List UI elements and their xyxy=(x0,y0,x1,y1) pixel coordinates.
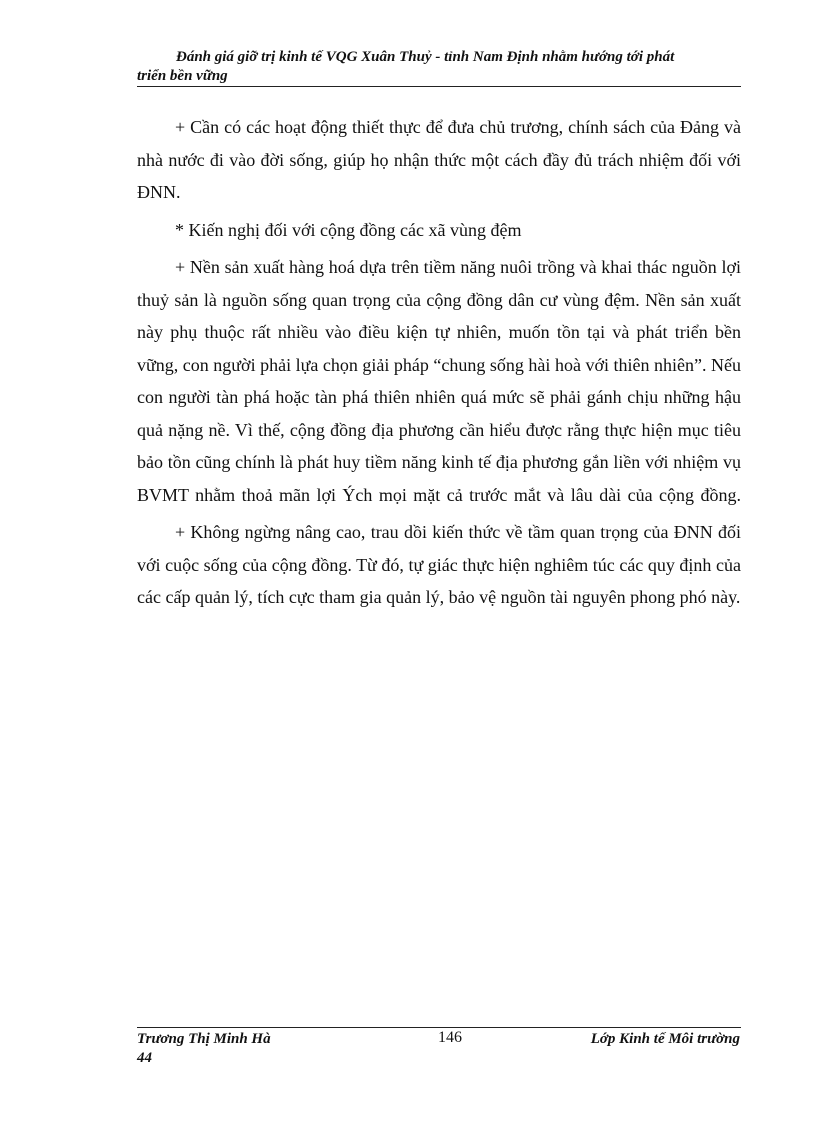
paragraph-buffer-zone-heading: * Kiến nghị đối với cộng đồng các xã vùng đệm xyxy=(175,219,522,240)
footer-author xyxy=(137,1030,271,1068)
paragraph-commodity-production: + Nền sản xuất hàng hoá dựa trên tiềm năng nuôi trồng và khai thác nguồn lợi thuỷ sản là nguồn sống quan trọng của cộng đồng dân cư vùng đệm. Nền sản xuất này phụ thuộc rất nhiều vào điều kiện tự nhiên, muốn tồn tại và phát triển bền vững, con người phải lựa chọn giải pháp “chung sống hài hoà với thiên nhiên”. Nếu con người tàn phá hoặc tàn phá thiên nhiên quá mức sẽ phải gánh chịu những hậu quả nặng nề. Vì thế, cộng đồng địa phương cần hiểu được rằng thực hiện mục tiêu bảo tồn cũng chính là phát huy tiềm năng kinh tế địa phương gắn liền với nhiệm vụ BVMT nhằm thoả mãn lợi Ých mọi mặt cả trước mắt và lâu dài của cộng đồng. xyxy=(137,257,741,505)
header-title-line-1: Đánh giá giỡ trị kinh tế VQG Xuân Thuỷ - tỉnh Nam Định nhằm hướng tới phát xyxy=(176,49,675,65)
footer-class-name: Lớp Kinh tế Môi trường xyxy=(590,1031,740,1047)
paragraph-raise-awareness: + Không ngừng nâng cao, trau dồi kiến thức về tầm quan trọng của ĐNN đối với cuộc sống của cộng đồng. Từ đó, tự giác thực hiện nghiêm túc các quy định của các cấp quản lý, tích cực tham gia quản lý, bảo vệ nguồn tài nguyên phong phó này. xyxy=(137,522,741,607)
paragraph-party-policy: + Cần có các hoạt động thiết thực để đưa chủ trương, chính sách của Đảng và nhà nước đi vào đời sống, giúp họ nhận thức một cách đầy đủ trách nhiệm đối với ĐNN. xyxy=(137,117,741,202)
running-header xyxy=(137,48,741,86)
page-number: 146 xyxy=(438,1029,462,1046)
footer-author-code: 44 xyxy=(137,1050,152,1066)
header-divider xyxy=(137,86,741,87)
header-title-line-2: triển bền vững xyxy=(137,68,228,84)
footer-author-name: Trương Thị Minh Hà xyxy=(137,1031,271,1047)
document-body xyxy=(137,111,741,619)
